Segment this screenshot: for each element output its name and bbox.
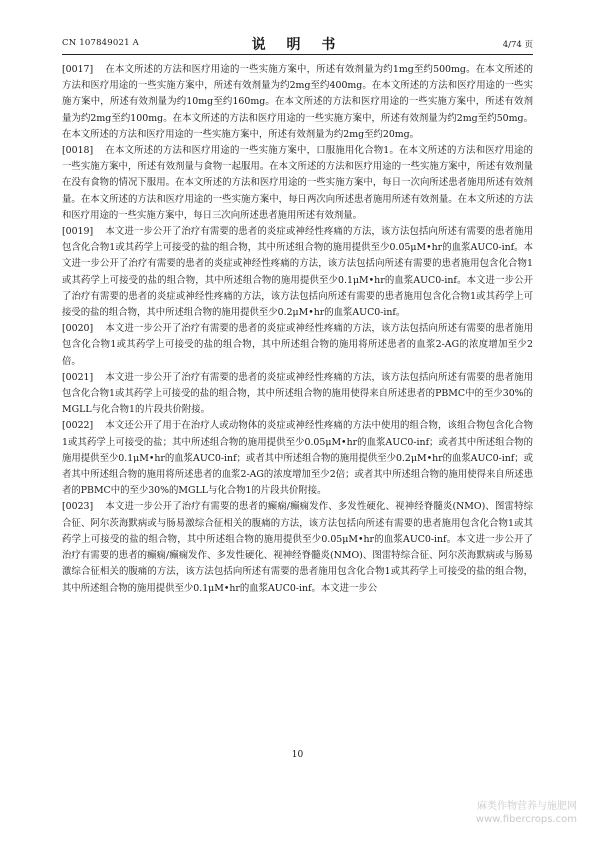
paragraph-number: [0023] xyxy=(62,501,94,513)
watermark xyxy=(476,800,577,826)
paragraph-text: 本文进一步公开了治疗有需要的患者的癫痫/癫痫发作、多发性硬化、视神经脊髓炎(NMO)、图雷特综合征、阿尔茨海默病或与肠易激综合征相关的腹痛的方法，该方法包括向所述有需要的患者施用包含化合物1或其药学上可接受的盐的组合物，其中所述组合物的施用提供至少0.05μM•hr的血浆AUC0-inf。本文进一步公开了治疗有需要的患者的癫痫/癫痫发作、多发性硬化、视神经脊髓炎(NMO)、图雷特综合征、阿尔茨海默病或与肠易激综合征相关的腹痛的方法，该方法包括向所述有需要的患者施用包含化合物1或其药学上可接受的盐的组合物，其中所述组合物的施用提供至少0.1μM•hr的血浆AUC0-inf。本文进一步公 xyxy=(62,501,533,594)
document-title: 说 明 书 xyxy=(251,37,344,53)
paragraph-text: 本文进一步公开了治疗有需要的患者的炎症或神经性疼痛的方法，该方法包括向所述有需要的患者施用包含化合物1或其药学上可接受的盐的组合物，其中所述组合物的施用使得来自所述患者的PBMC中的至少30%的MGLL与化合物1的片段共价附接。 xyxy=(62,371,533,416)
document-body xyxy=(62,62,533,597)
paragraph-text: 本文进一步公开了治疗有需要的患者的炎症或神经性疼痛的方法，该方法包括向所述有需要的患者施用包含化合物1或其药学上可接受的盐的组合物，其中所述组合物的施用提供至少0.05μM•hr的血浆AUC0-inf。本文进一步公开了治疗有需要的患者的炎症或神经性疼痛的方法，该方法包括向所述有需要的患者施用包含化合物1或其药学上可接受的盐的组合物，其中所述组合物的施用提供至少0.1μM•hr的血浆AUC0-inf。本文进一步公开了治疗有需要的患者的炎症或神经性疼痛的方法，该方法包括向所述有需要的患者施用包含化合物1或其药学上可接受的盐的组合物，其中所述组合物的施用提供至少0.2μM•hr的血浆AUC0-inf。 xyxy=(62,226,533,319)
paragraph-0020 xyxy=(62,321,533,370)
paragraph-0023 xyxy=(62,499,533,596)
paragraph-number: [0019] xyxy=(62,226,94,238)
paragraph-number: [0020] xyxy=(62,323,94,335)
page-indicator: 4/74 页 xyxy=(502,40,533,50)
paragraph-text: 在本文所述的方法和医疗用途的一些实施方案中，所述有效剂量为约1mg至约500mg。在本文所述的方法和医疗用途的一些实施方案中，所述有效剂量为约2mg至约400mg。在本文所述的方法和医疗用途的一些实施方案中，所述有效剂量为约10mg至约160mg。在本文所述的方法和医疗用途的一些实施方案中，所述有效剂量为约2mg至约100mg。在本文所述的方法和医疗用途的一些实施方案中，所述有效剂量为约2mg至约50mg。在本文所述的方法和医疗用途的一些实施方案中，所述有效剂量为约2mg至约20mg。 xyxy=(62,64,533,140)
paragraph-number: [0017] xyxy=(62,64,94,75)
patent-number: CN 107849021 A xyxy=(62,38,139,48)
paragraph-0019 xyxy=(62,224,533,321)
paragraph-0021 xyxy=(62,370,533,419)
watermark-site-name: 麻类作物营养与施肥网 xyxy=(477,801,577,812)
paragraph-0022 xyxy=(62,418,533,499)
paragraph-text: 在本文所述的方法和医疗用途的一些实施方案中，口服施用化合物1。在本文所述的方法和医疗用途的一些实施方案中，所述有效剂量与食物一起服用。在本文所述的方法和医疗用途的一些实施方案中，所述有效剂量在没有食物的情况下服用。在本文所述的方法和医疗用途的一些实施方案中，每日一次向所述患者施用所述有效剂量。在本文所述的方法和医疗用途的一些实施方案中，每日两次向所述患者施用所述有效剂量。在本文所述的方法和医疗用途的一些实施方案中，每日三次向所述患者施用所述有效剂量。 xyxy=(62,145,533,221)
paragraph-text: 本文进一步公开了治疗有需要的患者的炎症或神经性疼痛的方法，该方法包括向所述有需要的患者施用包含化合物1或其药学上可接受的盐的组合物，其中所述组合物的施用将所述患者的血浆2-AG的浓度增加至少2倍。 xyxy=(62,323,533,367)
paragraph-0018 xyxy=(62,143,533,224)
paragraph-number: [0022] xyxy=(62,420,94,432)
watermark-url: www.fibercrops.com xyxy=(475,814,577,825)
paragraph-0017 xyxy=(62,62,533,143)
page-header xyxy=(62,34,533,55)
page-number: 10 xyxy=(291,750,304,760)
paragraph-text: 本文还公开了用于在治疗人或动物体的炎症或神经性疼痛的方法中使用的组合物，该组合物包含化合物1或其药学上可接受的盐；其中所述组合物的施用提供至少0.05μM•hr的血浆AUC0-inf；或者其中所述组合物的施用提供至少0.1μM•hr的血浆AUC0-inf；或者其中所述组合物的施用提供至少0.2μM•hr的血浆AUC0-inf；或者其中所述组合物的施用将所述患者的血浆2-AG的浓度增加至少2倍；或者其中所述组合物的施用使得来自所述患者的PBMC中的至少30%的MGLL与化合物1的片段共价附接。 xyxy=(62,420,533,497)
paragraph-number: [0018] xyxy=(62,145,94,157)
paragraph-number: [0021] xyxy=(62,371,94,383)
